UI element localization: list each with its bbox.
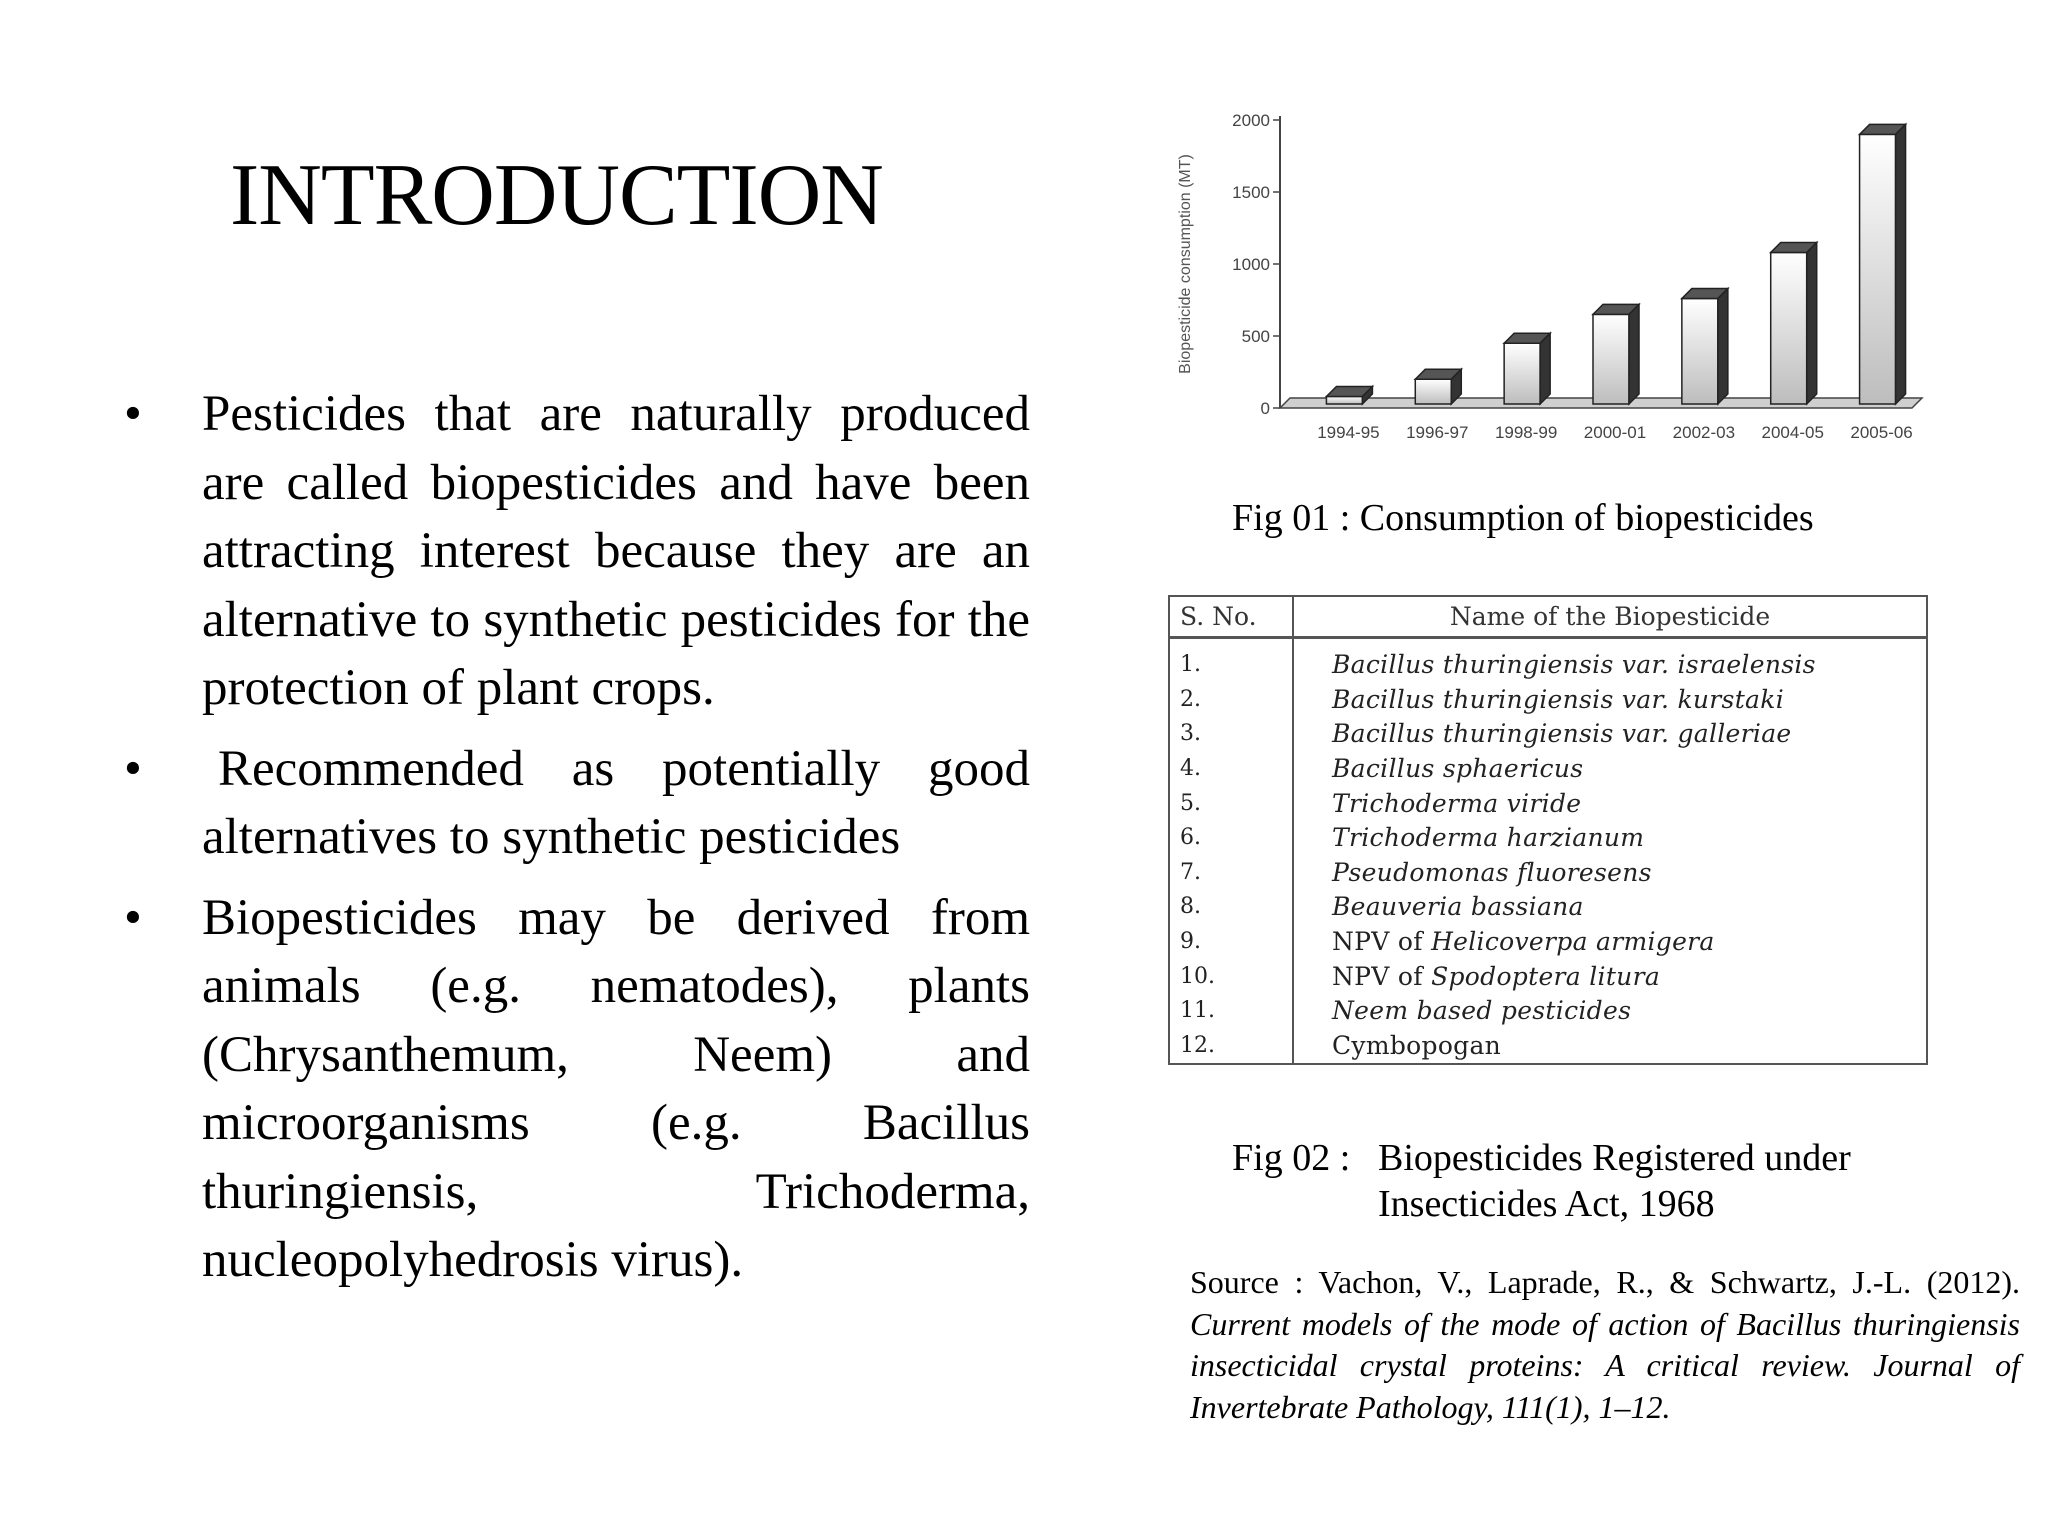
bullet-list <box>110 380 1030 1307</box>
table-row <box>1169 638 1927 682</box>
source-reference: Current models of the mode of action of Bacillus thuringiensis insecticidal crystal proteins: A critical review. Journal of Invertebrate Pathology, 111(1), 1–12. <box>1190 1305 2020 1425</box>
bullet-item <box>110 884 1030 1295</box>
row-number: 7. <box>1169 855 1293 890</box>
bullet-text: Pesticides that are naturally produced are called biopesticides and have been attracting interest because they are an alternative to synthetic pesticides for the protection of plant crops. <box>202 386 1030 716</box>
figure-1-caption: Fig 01 : Consumption of biopesticides <box>1232 497 1814 539</box>
biopesticide-name <box>1293 994 1927 1029</box>
bar-front <box>1593 314 1629 404</box>
bar-front <box>1771 252 1807 404</box>
column-header-sno: S. No. <box>1169 596 1293 638</box>
bar-front <box>1682 299 1718 404</box>
biopesticide-name <box>1293 751 1927 786</box>
row-number: 3. <box>1169 716 1293 751</box>
bar-front <box>1504 343 1540 404</box>
table-row <box>1169 959 1927 994</box>
x-tick-label: 2004-05 <box>1761 423 1824 442</box>
bar-side <box>1629 304 1639 404</box>
bar-side <box>1896 124 1906 404</box>
figure-2-caption <box>1232 1135 1851 1227</box>
bar-front <box>1415 379 1451 404</box>
name-italic: Bacillus sphaericus <box>1332 753 1584 783</box>
table-row <box>1169 751 1927 786</box>
name-italic: Trichoderma viride <box>1332 788 1582 818</box>
row-number: 10. <box>1169 959 1293 994</box>
name-prefix: Cymbopogan <box>1332 1031 1502 1061</box>
table-header-row <box>1169 596 1927 638</box>
bar-side <box>1718 289 1728 404</box>
name-italic: Spodoptera litura <box>1431 961 1661 991</box>
figure-2-line1: Biopesticides Registered under <box>1378 1137 1851 1179</box>
name-prefix: NPV of <box>1332 927 1432 957</box>
biopesticide-name <box>1293 855 1927 890</box>
x-tick-label: 1998-99 <box>1494 423 1558 442</box>
consumption-bar-chart <box>1150 100 1950 460</box>
row-number: 12. <box>1169 1028 1293 1064</box>
bar-front <box>1326 396 1362 404</box>
figure-2-line2: Insecticides Act, 1968 <box>1378 1183 1715 1225</box>
name-italic: Bacillus thuringiensis var. kurstaki <box>1332 684 1784 714</box>
x-tick-label: 2000-01 <box>1583 423 1647 442</box>
biopesticide-name <box>1293 1028 1927 1064</box>
biopesticide-name <box>1293 682 1927 717</box>
y-tick-label: 1500 <box>1232 183 1270 202</box>
biopesticide-name <box>1293 716 1927 751</box>
x-tick-label: 1996-97 <box>1406 423 1469 442</box>
biopesticide-name <box>1293 638 1927 682</box>
row-number: 1. <box>1169 638 1293 682</box>
biopesticide-name <box>1293 959 1927 994</box>
row-number: 5. <box>1169 786 1293 821</box>
table-row <box>1169 994 1927 1029</box>
table-row <box>1169 890 1927 925</box>
name-prefix: NPV of <box>1332 961 1432 991</box>
row-number: 6. <box>1169 820 1293 855</box>
bullet-text: Biopesticides may be derived from animals (e.g. nematodes), plants (Chrysanthemum, Neem) and microorganisms (e.g. Bacillus thuringiensis, Trichoderma, nucleopolyhedrosis virus). <box>202 889 1030 1288</box>
bullet-icon: • <box>124 386 142 442</box>
bullet-text: Recommended as potentially good alternatives to synthetic pesticides <box>202 740 1030 865</box>
x-tick-label: 2002-03 <box>1672 423 1736 442</box>
bullet-item <box>110 735 1030 872</box>
table-row <box>1169 786 1927 821</box>
source-prefix: Source : Vachon, V., Laprade, R., & Schwartz, J.-L. (2012). <box>1190 1264 2020 1300</box>
table-row <box>1169 855 1927 890</box>
y-tick-label: 0 <box>1260 399 1270 418</box>
row-number: 2. <box>1169 682 1293 717</box>
x-tick-label: 1994-95 <box>1317 423 1380 442</box>
biopesticide-name <box>1293 820 1927 855</box>
source-citation <box>1190 1262 2020 1428</box>
bar-side <box>1807 242 1817 404</box>
name-italic: Trichoderma harzianum <box>1332 823 1645 853</box>
biopesticide-name <box>1293 890 1927 925</box>
biopesticide-name <box>1293 786 1927 821</box>
row-number: 11. <box>1169 994 1293 1029</box>
name-italic: Neem based pesticides <box>1332 996 1632 1026</box>
name-italic: Helicoverpa armigera <box>1431 927 1715 957</box>
column-header-name: Name of the Biopesticide <box>1293 596 1927 638</box>
name-italic: Beauveria bassiana <box>1332 892 1584 922</box>
table-row <box>1169 716 1927 751</box>
row-number: 8. <box>1169 890 1293 925</box>
table-row <box>1169 820 1927 855</box>
y-axis-title: Biopesticide consumption (MT) <box>1177 154 1194 374</box>
y-tick-label: 2000 <box>1232 111 1270 130</box>
slide-title: INTRODUCTION <box>230 147 883 244</box>
bar-side <box>1540 333 1550 404</box>
biopesticide-table <box>1168 595 1928 1065</box>
row-number: 4. <box>1169 751 1293 786</box>
figure-2-label: Fig 02 : <box>1232 1137 1351 1179</box>
table-row <box>1169 924 1927 959</box>
table-row <box>1169 1028 1927 1064</box>
table-row <box>1169 682 1927 717</box>
bar-front <box>1860 134 1896 404</box>
name-italic: Bacillus thuringiensis var. galleriae <box>1332 719 1792 749</box>
bullet-icon: • <box>124 740 142 797</box>
name-italic: Pseudomonas fluoresens <box>1332 857 1652 887</box>
y-tick-label: 500 <box>1241 327 1270 346</box>
bullet-item <box>110 380 1030 723</box>
bullet-icon: • <box>124 889 142 946</box>
name-italic: Bacillus thuringiensis var. israelensis <box>1332 649 1816 679</box>
row-number: 9. <box>1169 924 1293 959</box>
biopesticide-name <box>1293 924 1927 959</box>
x-tick-label: 2005-06 <box>1850 423 1913 442</box>
y-tick-label: 1000 <box>1232 255 1270 274</box>
